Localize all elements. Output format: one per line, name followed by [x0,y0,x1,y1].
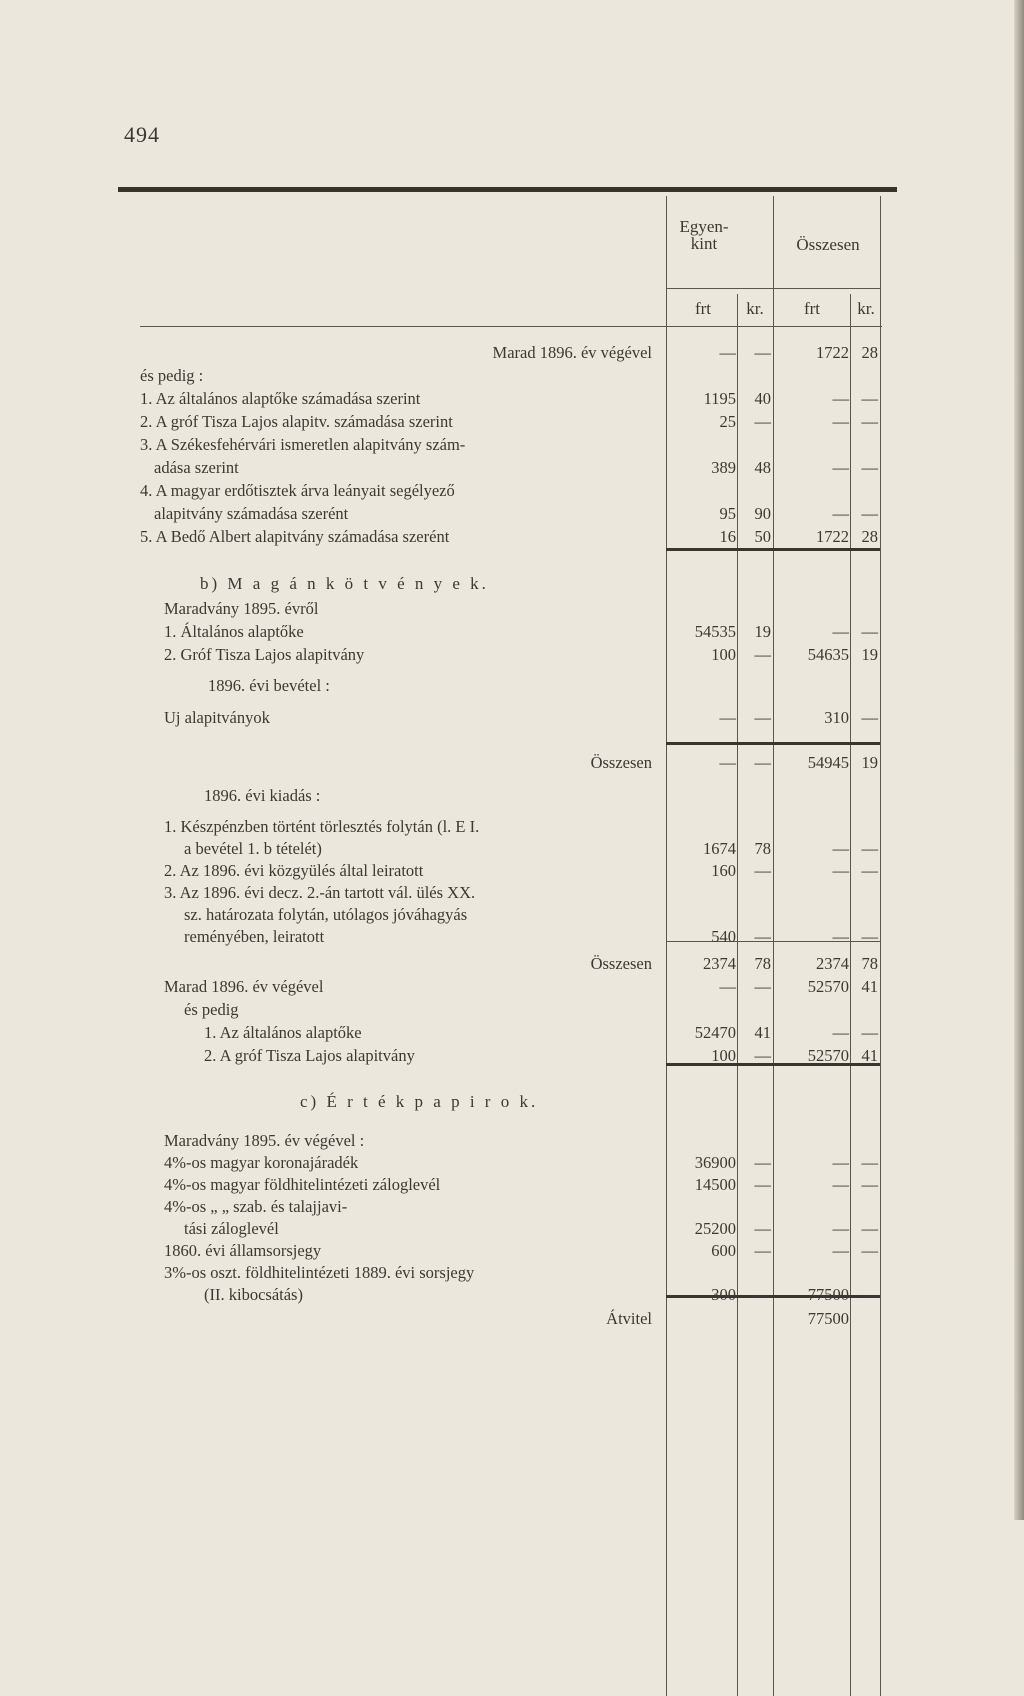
row-text: reményében, leiratott [184,927,325,946]
table-row [140,411,882,433]
row-text: és pedig [184,1000,239,1019]
table-row [140,976,882,998]
cell-egyenkint-frt: 389 [711,458,736,477]
row-text: 2. Gróf Tisza Lajos alapitvány [164,645,365,664]
row-text: és pedig : [140,366,204,385]
cell-egyenkint-kr: — [754,645,771,664]
cell-egyenkint-frt: 16 [719,527,736,546]
cell-egyenkint-frt: — [719,343,736,362]
table-row [140,434,882,456]
cell-egyenkint-frt: — [719,977,736,996]
cell-osszesen-kr: — [861,504,878,523]
cell-egyenkint-kr: 40 [754,389,771,408]
header-frt: frt [694,299,712,318]
row-text: 1. Az általános alaptőke [204,1023,362,1042]
cell-osszesen-frt: — [832,1241,849,1260]
table-row [140,644,882,666]
cell-egyenkint-frt: 1195 [703,389,736,408]
cell-egyenkint-frt: — [719,708,736,727]
table-row [140,904,882,926]
header-kr-total: kr. [857,299,875,318]
block-rule [666,742,880,745]
cell-egyenkint-frt: — [719,753,736,772]
row-text: Uj alapitványok [164,708,270,727]
row-text: Összesen [590,753,652,772]
cell-egyenkint-frt: 100 [711,645,736,664]
cell-osszesen-kr: — [861,412,878,431]
cell-osszesen-frt: 1722 [816,527,849,546]
table-row [140,526,882,548]
cell-egyenkint-frt: 52470 [694,1023,736,1042]
table-row [140,621,882,643]
row-text: 4. A magyar erdőtisztek árva leányait segélyező [140,481,455,500]
header-osszesen: Összesen [796,235,860,254]
cell-egyenkint-frt: 300 [711,1285,736,1304]
cell-egyenkint-frt: 600 [711,1241,736,1260]
cell-osszesen-kr: — [861,1241,878,1260]
cell-osszesen-frt: — [832,861,849,880]
cell-osszesen-frt: — [832,927,849,946]
row-text: 4%-os magyar földhitelintézeti záloglevél [164,1175,441,1194]
row-text: tási záloglevél [184,1219,279,1238]
cell-osszesen-kr: — [861,839,878,858]
cell-egyenkint-kr: — [754,927,771,946]
table-row [140,882,882,904]
cell-osszesen-kr: 41 [861,977,878,996]
cell-egyenkint-frt: 540 [711,927,736,946]
page-number: 494 [124,122,160,147]
header-egyenkint-text: Egyen-kint [679,217,729,253]
cell-osszesen-frt: — [832,389,849,408]
cell-egyenkint-kr: 41 [754,1023,771,1042]
cell-egyenkint-kr: — [754,1046,771,1065]
header-frt-total: frt [803,299,821,318]
cell-egyenkint-kr: 90 [754,504,771,523]
cell-egyenkint-frt: 54535 [694,622,736,641]
cell-osszesen-frt: — [832,1023,849,1042]
table-row [140,926,882,948]
table-row [140,1045,882,1067]
header-rule [666,288,880,289]
table-row [140,1262,882,1284]
cell-osszesen-kr: — [861,389,878,408]
table-row [140,1284,882,1306]
table-row [140,953,882,975]
row-text: Összesen [590,954,652,973]
table-row [140,1196,882,1218]
cell-osszesen-kr: 19 [861,753,878,772]
table-row [140,1130,882,1152]
cell-osszesen-frt: 77500 [807,1309,849,1328]
cell-egyenkint-kr: — [754,1219,771,1238]
cell-egyenkint-kr: — [754,1241,771,1260]
cell-egyenkint-kr: — [754,977,771,996]
row-text: 1860. évi államsorsjegy [164,1241,322,1260]
row-text: alapitvány számadása szerént [154,504,349,523]
cell-osszesen-frt: — [832,839,849,858]
cell-osszesen-frt: 2374 [816,954,849,973]
table-row [140,365,882,387]
cell-osszesen-kr: — [861,1219,878,1238]
table-row [140,860,882,882]
cell-osszesen-frt: — [832,1219,849,1238]
cell-osszesen-frt: — [832,1175,849,1194]
cell-egyenkint-frt: 160 [711,861,736,880]
cell-osszesen-frt: 52570 [807,977,849,996]
row-text: Átvitel [606,1309,652,1328]
cell-osszesen-kr: 78 [861,954,878,973]
cell-egyenkint-kr: 48 [754,458,771,477]
row-text: 1. Általános alaptőke [164,622,304,641]
cell-osszesen-kr: 41 [861,1046,878,1065]
row-text: Marad 1896. év végével [492,343,652,362]
row-text: Marad 1896. év végével [164,977,324,996]
cell-osszesen-frt: 54635 [807,645,849,664]
cell-osszesen-kr: 28 [861,343,878,362]
cell-egyenkint-kr: 78 [754,839,771,858]
header-egyenkint [670,218,738,252]
table-row [140,342,882,364]
row-text: adása szerint [154,458,239,477]
section-b-title: b) M a g á n k ö t v é n y e k. [200,574,489,593]
cell-egyenkint-kr: — [754,1153,771,1172]
cell-osszesen-frt: 1722 [816,343,849,362]
row-text: 3%-os oszt. földhitelintézeti 1889. évi sorsjegy [164,1263,475,1282]
section-c-title: c) É r t é k p a p i r o k. [300,1092,539,1111]
header-kr: kr. [746,299,764,318]
cell-egyenkint-kr: — [754,861,771,880]
table-row [140,480,882,502]
row-text: Maradvány 1895. év végével : [164,1131,365,1150]
cell-osszesen-kr: — [861,1023,878,1042]
cell-egyenkint-frt: 36900 [694,1153,736,1172]
table-row [140,503,882,525]
cell-osszesen-kr: — [861,1285,878,1304]
row-text: 3. A Székesfehérvári ismeretlen alapitvány szám- [140,435,466,454]
row-text: a bevétel 1. b tételét) [184,839,322,858]
cell-osszesen-kr: — [861,458,878,477]
cell-egyenkint-frt: 25 [719,412,736,431]
table-row [140,752,882,774]
block-rule [666,548,880,551]
cell-osszesen-frt: — [832,622,849,641]
cell-egyenkint-kr: — [754,708,771,727]
row-text: 1. Készpénzben történt törlesztés folytán (l. E I. [164,817,480,836]
table-row [140,707,882,729]
table-row [140,1174,882,1196]
cell-egyenkint-kr: — [754,1175,771,1194]
cell-egyenkint-frt: 2374 [703,954,736,973]
cell-osszesen-frt: — [832,458,849,477]
table-row [140,816,882,838]
header-bottom-rule [140,326,882,327]
cell-egyenkint-kr: 78 [754,954,771,973]
table-row [140,1022,882,1044]
row-text: (II. kibocsátás) [204,1285,303,1304]
cell-egyenkint-kr: — [754,343,771,362]
cell-egyenkint-kr: — [754,1285,771,1304]
cell-egyenkint-kr: 50 [754,527,771,546]
ledger-table [140,196,882,1696]
cell-osszesen-kr: — [861,622,878,641]
cell-osszesen-frt: — [832,1153,849,1172]
cell-osszesen-kr: 28 [861,527,878,546]
table-row [140,388,882,410]
table-row [140,1308,882,1330]
row-text: 1896. évi bevétel : [208,676,330,695]
row-text: 2. A gróf Tisza Lajos alapitv. számadása szerint [140,412,453,431]
cell-osszesen-frt: — [832,412,849,431]
cell-osszesen-kr: — [861,927,878,946]
cell-osszesen-frt: 54945 [807,753,849,772]
top-rule [118,187,897,192]
row-text: 5. A Bedő Albert alapitvány számadása szerént [140,527,450,546]
table-row [140,675,882,697]
row-text: 4%-os „ „ szab. és talajjavi- [164,1197,348,1216]
cell-egyenkint-frt: 100 [711,1046,736,1065]
cell-osszesen-kr: 19 [861,645,878,664]
table-row [140,1218,882,1240]
row-text: 1. Az általános alaptőke számadása szerint [140,389,421,408]
cell-osszesen-kr: — [861,1175,878,1194]
row-text: 1896. évi kiadás : [204,786,321,805]
table-row [140,1240,882,1262]
page-edge [1014,0,1024,1520]
table-row [140,1152,882,1174]
cell-egyenkint-frt: 14500 [694,1175,736,1194]
cell-egyenkint-kr: — [754,753,771,772]
table-row [140,457,882,479]
cell-osszesen-kr: — [861,1153,878,1172]
table-row [140,838,882,860]
cell-osszesen-frt: — [832,504,849,523]
row-text: 3. Az 1896. évi decz. 2.-án tartott vál. ülés XX. [164,883,476,902]
cell-egyenkint-kr: — [754,412,771,431]
cell-osszesen-frt: 77500 [807,1285,849,1304]
cell-egyenkint-frt: 95 [719,504,736,523]
cell-egyenkint-kr: 19 [754,622,771,641]
table-row [140,598,882,620]
cell-egyenkint-frt: 25200 [694,1219,736,1238]
row-text: 4%-os magyar koronajáradék [164,1153,359,1172]
row-text: 2. A gróf Tisza Lajos alapitvány [204,1046,415,1065]
cell-egyenkint-frt: 1674 [703,839,736,858]
cell-osszesen-kr: — [861,861,878,880]
table-row [140,785,882,807]
cell-osszesen-frt: 52570 [807,1046,849,1065]
row-text: Maradvány 1895. évről [164,599,319,618]
cell-osszesen-kr: — [861,708,878,727]
cell-osszesen-frt: 310 [824,708,849,727]
row-text: 2. Az 1896. évi közgyülés által leiratott [164,861,424,880]
row-text: sz. határozata folytán, utólagos jóváhagyás [184,905,468,924]
table-row [140,999,882,1021]
